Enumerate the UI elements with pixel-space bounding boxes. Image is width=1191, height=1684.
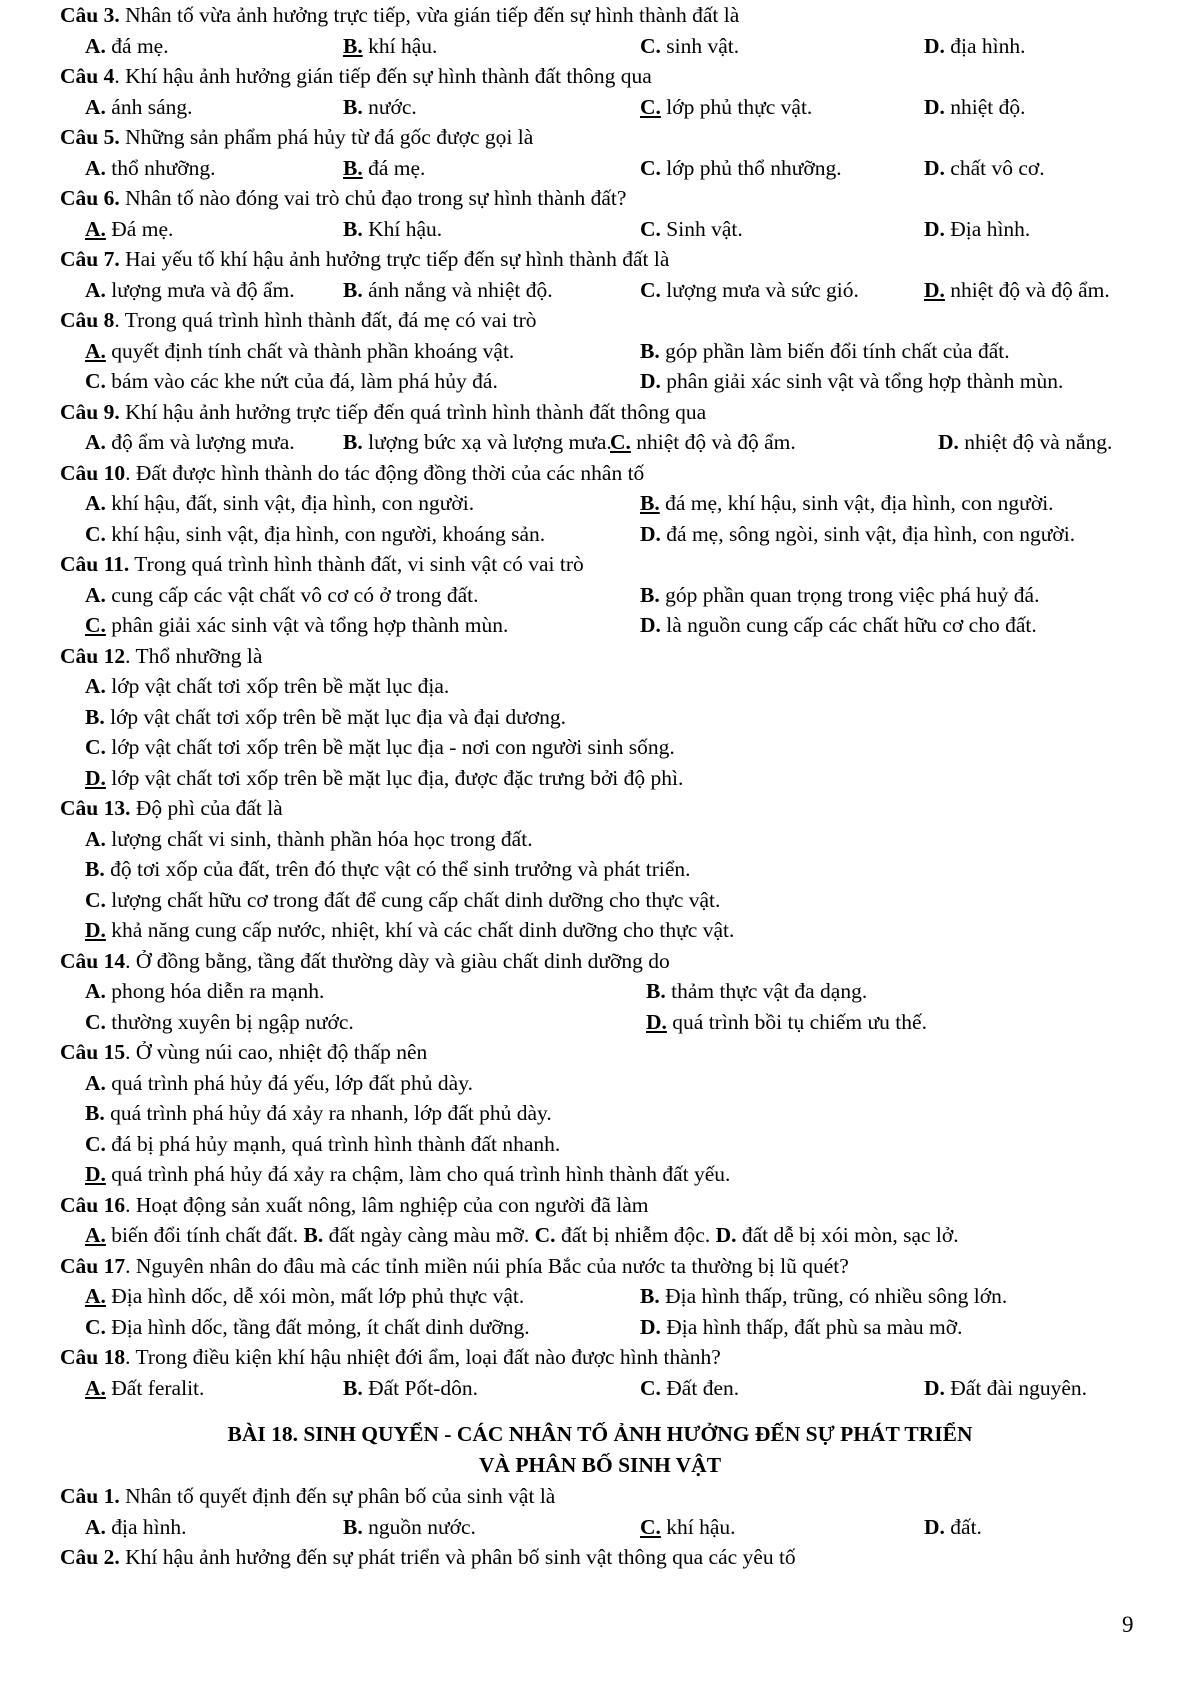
option-key: A. <box>85 1284 106 1308</box>
answer-options-row <box>60 153 1140 184</box>
question-label: Câu 16 <box>60 1192 126 1217</box>
option-text: Địa hình thấp, trũng, có nhiều sông lớn. <box>665 1284 1008 1308</box>
option-key: B. <box>343 33 363 58</box>
option-key: B. <box>343 1375 363 1400</box>
option-text: bám vào các khe nứt của đá, làm phá hủy đá. <box>111 369 498 393</box>
answer-option <box>85 1373 204 1404</box>
option-text: thường xuyên bị ngập nước. <box>111 1009 354 1034</box>
option-text: khí hậu, đất, sinh vật, địa hình, con người. <box>111 491 475 515</box>
option-key: C. <box>640 216 661 241</box>
option-text: lượng mưa và độ ẩm. <box>111 277 295 302</box>
option-key: A. <box>85 216 106 241</box>
option-key: B. <box>85 1101 105 1125</box>
option-text: Đất Pốt-dôn. <box>368 1375 478 1400</box>
answer-option <box>60 824 1140 855</box>
option-key: D. <box>646 1009 667 1034</box>
option-key: C. <box>640 94 661 119</box>
option-text: lượng chất vi sinh, thành phần hóa học trong đất. <box>111 826 533 851</box>
question-stem <box>60 641 1140 672</box>
option-text: Khí hậu. <box>368 216 443 241</box>
section-spacer <box>60 1403 1140 1419</box>
option-text: cung cấp các vật chất vô cơ có ở trong đất. <box>111 582 479 607</box>
section-title: BÀI 18. SINH QUYỂN - CÁC NHÂN TỐ ẢNH HƯỞNG ĐẾN SỰ PHÁT TRIỂN <box>227 1422 973 1446</box>
option-key: C. <box>85 613 106 637</box>
answer-option <box>343 1373 478 1404</box>
option-text: phong hóa diễn ra mạnh. <box>111 979 325 1003</box>
question-stem <box>60 1342 1140 1373</box>
option-key: C. <box>640 33 661 58</box>
question-text: . Nguyên nhân do đâu mà các tỉnh miền núi phía Bắc của nước ta thường bị lũ quét? <box>125 1253 849 1278</box>
answer-option <box>60 1129 1140 1160</box>
option-key: A. <box>85 338 106 363</box>
option-text: khí hậu, sinh vật, địa hình, con người, khoáng sản. <box>111 521 546 546</box>
option-text: Đất đài nguyên. <box>950 1375 1088 1400</box>
question-label: Câu 4 <box>60 64 115 88</box>
answer-option <box>85 275 295 306</box>
option-key: B. <box>640 491 660 515</box>
question-label: Câu 15 <box>60 1040 126 1064</box>
option-key: A. <box>85 979 106 1003</box>
option-text: Địa hình. <box>950 216 1031 241</box>
answer-option <box>924 31 1026 62</box>
question-text: Nhân tố vừa ảnh hưởng trực tiếp, vừa gián tiếp đến sự hình thành đất là <box>119 3 740 27</box>
option-text: đá mẹ. <box>111 33 169 58</box>
answer-options-row <box>60 1007 1140 1038</box>
question-text: Hai yếu tố khí hậu ảnh hưởng trực tiếp đến sự hình thành đất là <box>119 247 670 271</box>
option-key: A. <box>85 94 106 119</box>
option-text: thảm thực vật đa dạng. <box>671 979 868 1003</box>
option-key: D. <box>924 1375 945 1400</box>
option-text: góp phần làm biến đổi tính chất của đất. <box>665 338 1010 363</box>
option-key: C. <box>85 1009 106 1034</box>
answer-options-row <box>60 1220 1140 1251</box>
answer-option <box>924 275 1110 306</box>
option-key: A. <box>85 33 106 58</box>
option-text: độ tơi xốp của đất, trên đó thực vật có thể sinh trưởng và phát triển. <box>110 857 691 881</box>
answer-options-row <box>60 275 1140 306</box>
question-text: . Hoạt động sản xuất nông, lâm nghiệp của con người đã làm <box>125 1192 649 1217</box>
option-key: B. <box>85 857 105 881</box>
option-text: địa hình. <box>111 1514 187 1539</box>
option-text: Địa hình thấp, đất phù sa màu mỡ. <box>666 1314 963 1339</box>
option-key: B. <box>343 155 363 180</box>
question-label: Câu 1. <box>60 1484 120 1508</box>
option-text: góp phần quan trọng trong việc phá huỷ đá. <box>665 582 1040 607</box>
answer-option <box>60 854 1140 885</box>
option-text: lớp phủ thực vật. <box>666 94 813 119</box>
question-label: Câu 11. <box>60 552 130 576</box>
answer-option <box>60 732 1140 763</box>
question-text: . Trong điều kiện khí hậu nhiệt đới ẩm, loại đất nào được hình thành? <box>125 1345 721 1369</box>
question-stem <box>60 244 1140 275</box>
option-text: đá mẹ, khí hậu, sinh vật, địa hình, con người. <box>665 491 1054 515</box>
answer-option <box>640 153 842 184</box>
question-label: Câu 18 <box>60 1345 126 1369</box>
option-key: D. <box>640 613 661 637</box>
answer-option <box>646 1007 927 1038</box>
answer-option <box>60 1068 1140 1099</box>
option-key: B. <box>343 430 363 454</box>
option-text: nhiệt độ và nắng. <box>964 430 1113 454</box>
option-key: D. <box>85 1162 106 1186</box>
option-text: nhiệt độ và độ ẩm. <box>636 430 796 454</box>
answer-option <box>85 519 545 550</box>
option-key: A. <box>85 1070 106 1095</box>
question-label: Câu 12 <box>60 643 126 668</box>
option-text: đá mẹ, sông ngòi, sinh vật, địa hình, con người. <box>666 521 1076 546</box>
answer-option <box>85 153 216 184</box>
answer-option <box>924 153 1045 184</box>
answer-option <box>640 275 859 306</box>
option-text: lớp vật chất tơi xốp trên bề mặt lục địa. <box>111 674 450 698</box>
answer-option <box>85 336 514 367</box>
option-key: D. <box>924 155 945 180</box>
option-text: lượng chất hữu cơ trong đất để cung cấp chất dinh dưỡng cho thực vật. <box>111 887 721 912</box>
option-key: C. <box>85 1131 106 1156</box>
option-key: D. <box>924 33 945 58</box>
answer-options-row <box>60 31 1140 62</box>
option-text: lớp vật chất tơi xốp trên bề mặt lục địa - nơi con người sinh sống. <box>111 735 675 759</box>
answer-option <box>640 336 1010 367</box>
question-text: . Thổ nhưỡng là <box>125 643 263 668</box>
option-key: D. <box>85 765 106 790</box>
question-stem <box>60 183 1140 214</box>
question-text: Khí hậu ảnh hưởng đến sự phát triển và phân bố sinh vật thông qua các yêu tố <box>119 1545 796 1569</box>
question-label: Câu 5. <box>60 125 120 149</box>
answer-option <box>640 366 1063 397</box>
option-text: lớp vật chất tơi xốp trên bề mặt lục địa và đại dương. <box>110 704 567 729</box>
option-text: đất bị nhiễm độc. <box>560 1223 711 1247</box>
option-key: C. <box>85 521 106 546</box>
question-stem <box>60 61 1140 92</box>
question-text: . Ở vùng núi cao, nhiệt độ thấp nên <box>125 1040 428 1064</box>
option-key: A. <box>85 582 106 607</box>
option-text: sinh vật. <box>666 33 740 58</box>
answer-option <box>924 1512 982 1543</box>
option-text: Đất feralit. <box>111 1375 205 1400</box>
answer-option <box>85 610 508 641</box>
answer-option <box>343 153 425 184</box>
option-text: lượng mưa và sức gió. <box>666 277 859 302</box>
answer-option <box>640 488 1054 519</box>
option-text: quá trình phá hủy đá yếu, lớp đất phủ dày. <box>111 1070 473 1095</box>
option-key: D. <box>640 1314 661 1339</box>
answer-options-row <box>60 519 1140 550</box>
answer-option <box>640 31 739 62</box>
option-key: B. <box>303 1223 324 1247</box>
answer-option <box>343 427 612 458</box>
question-stem <box>60 549 1140 580</box>
question-label: Câu 17 <box>60 1253 126 1278</box>
option-key: A. <box>85 674 106 698</box>
option-text: quyết định tính chất và thành phần khoáng vật. <box>111 338 515 363</box>
answer-option <box>85 1512 187 1543</box>
answer-option <box>343 275 553 306</box>
answer-options-row <box>60 92 1140 123</box>
option-text: nhiệt độ. <box>950 94 1026 119</box>
option-key: C. <box>85 1314 106 1339</box>
answer-option <box>85 1312 530 1343</box>
option-key: D. <box>640 369 661 393</box>
question-text: Độ phì của đất là <box>130 796 283 820</box>
option-key: D. <box>640 521 661 546</box>
answer-options-row <box>60 580 1140 611</box>
answer-option <box>343 214 442 245</box>
option-key: C. <box>534 1223 556 1247</box>
question-label: Câu 9. <box>60 399 120 424</box>
answer-option <box>640 1312 962 1343</box>
question-stem <box>60 397 1140 428</box>
answer-option <box>60 763 1140 794</box>
answer-option <box>640 519 1075 550</box>
answer-option <box>640 580 1039 611</box>
question-text: . Trong quá trình hình thành đất, đá mẹ có vai trò <box>114 308 537 332</box>
option-text: lớp vật chất tơi xốp trên bề mặt lục địa, được đặc trưng bởi độ phì. <box>111 765 684 790</box>
option-key: D. <box>715 1223 737 1247</box>
option-key: B. <box>640 582 660 607</box>
option-text: Sinh vật. <box>666 216 743 241</box>
answer-option <box>85 488 474 519</box>
option-key: D. <box>924 94 945 119</box>
answer-option <box>640 92 812 123</box>
question-label: Câu 2. <box>60 1545 120 1569</box>
option-text: Đá mẹ. <box>111 216 174 241</box>
option-key: B. <box>343 94 363 119</box>
option-key: B. <box>343 216 363 241</box>
answer-options-row <box>60 1281 1140 1312</box>
option-text: khí hậu. <box>368 33 438 58</box>
answer-option <box>924 1373 1087 1404</box>
answer-option <box>60 1098 1140 1129</box>
answer-option <box>85 1281 524 1312</box>
answer-option <box>85 976 324 1007</box>
option-text: ánh sáng. <box>111 94 193 119</box>
option-key: A. <box>85 1375 106 1400</box>
option-key: C. <box>640 277 661 302</box>
answer-option <box>85 31 169 62</box>
page-content <box>60 0 1140 1573</box>
answer-option <box>85 366 498 397</box>
answer-option <box>640 1281 1007 1312</box>
option-text: chất vô cơ. <box>950 155 1045 180</box>
option-text: đất ngày càng màu mỡ. <box>328 1223 530 1247</box>
option-text: phân giải xác sinh vật và tổng hợp thành mùn. <box>666 369 1064 393</box>
section-title-line2: VÀ PHÂN BỐ SINH VẬT <box>478 1453 722 1477</box>
question-label: Câu 10 <box>60 460 126 485</box>
option-key: A. <box>85 430 106 454</box>
page-number: 9 <box>1122 1612 1134 1637</box>
option-key: A. <box>85 491 106 515</box>
option-text: Địa hình dốc, dễ xói mòn, mất lớp phủ thực vật. <box>111 1284 525 1308</box>
answer-options-row <box>60 214 1140 245</box>
answer-options-row <box>60 1373 1140 1404</box>
answer-option <box>60 1159 1140 1190</box>
option-key: A. <box>85 826 106 851</box>
answer-option <box>640 214 743 245</box>
answer-options-row <box>60 1512 1140 1543</box>
option-text: khí hậu. <box>666 1514 736 1539</box>
option-key: B. <box>343 1514 363 1539</box>
answer-option <box>85 214 173 245</box>
option-key: D. <box>938 430 959 454</box>
option-key: A. <box>85 155 106 180</box>
option-text: đất dễ bị xói mòn, sạc lở. <box>741 1223 959 1247</box>
option-key: D. <box>85 918 106 942</box>
option-key: A. <box>85 277 106 302</box>
option-text: đất. <box>950 1514 982 1539</box>
question-stem <box>60 305 1140 336</box>
answer-option <box>85 92 192 123</box>
option-key: B. <box>85 704 105 729</box>
answer-option <box>924 214 1030 245</box>
option-text: đá mẹ. <box>368 155 426 180</box>
answer-option <box>646 976 867 1007</box>
option-key: A. <box>85 1514 106 1539</box>
option-key: D. <box>924 1514 945 1539</box>
option-text: Địa hình dốc, tầng đất mỏng, ít chất dinh dưỡng. <box>111 1314 530 1339</box>
answer-options-row <box>60 610 1140 641</box>
question-text: . Đất được hình thành do tác động đồng thời của các nhân tố <box>125 460 645 485</box>
question-text: Nhân tố quyết định đến sự phân bố của sinh vật là <box>119 1484 556 1508</box>
option-key: C. <box>85 735 106 759</box>
option-key: A. <box>85 1223 106 1247</box>
answer-option <box>343 31 437 62</box>
option-text: quá trình bồi tụ chiếm ưu thế. <box>672 1009 927 1034</box>
option-text: địa hình. <box>950 33 1026 58</box>
option-key: C. <box>610 430 631 454</box>
question-label: Câu 8 <box>60 308 115 332</box>
question-stem <box>60 0 1140 31</box>
question-text: Nhân tố nào đóng vai trò chủ đạo trong sự hình thành đất? <box>119 186 627 210</box>
answer-options-row <box>60 488 1140 519</box>
option-text: lượng bức xạ và lượng mưa. <box>368 430 612 454</box>
option-text: lớp phủ thổ nhưỡng. <box>666 155 842 180</box>
option-text: phân giải xác sinh vật và tổng hợp thành mùn. <box>111 613 509 637</box>
answer-option <box>640 1512 736 1543</box>
answer-option <box>60 885 1140 916</box>
option-text: là nguồn cung cấp các chất hữu cơ cho đất. <box>666 613 1037 637</box>
question-stem <box>60 1251 1140 1282</box>
option-text: nhiệt độ và độ ẩm. <box>950 277 1110 302</box>
option-text: đá bị phá hủy mạnh, quá trình hình thành đất nhanh. <box>111 1131 561 1156</box>
option-text: biến đổi tính chất đất. <box>111 1223 299 1247</box>
question-text: . Khí hậu ảnh hưởng gián tiếp đến sự hình thành đất thông qua <box>114 64 652 88</box>
question-label: Câu 3. <box>60 3 120 27</box>
option-text: quá trình phá hủy đá xảy ra nhanh, lớp đất phủ dày. <box>110 1101 552 1125</box>
option-text: ánh nắng và nhiệt độ. <box>368 277 553 302</box>
option-key: C. <box>85 369 106 393</box>
answer-option <box>343 1512 476 1543</box>
option-key: B. <box>343 277 363 302</box>
question-stem <box>60 946 1140 977</box>
question-text: . Ở đồng bằng, tầng đất thường dày và giàu chất dinh dưỡng do <box>125 948 670 973</box>
question-label: Câu 6. <box>60 186 120 210</box>
answer-option <box>640 1373 739 1404</box>
question-text: Trong quá trình hình thành đất, vi sinh vật có vai trò <box>129 552 584 576</box>
answer-option <box>924 92 1026 123</box>
answer-option <box>60 915 1140 946</box>
question-stem <box>60 1190 1140 1221</box>
answer-option <box>85 580 478 611</box>
answer-option <box>938 427 1112 458</box>
question-stem <box>60 1542 1140 1573</box>
option-key: C. <box>85 887 106 912</box>
option-text: Đất đen. <box>666 1375 740 1400</box>
question-stem <box>60 1037 1140 1068</box>
answer-option <box>640 610 1037 641</box>
question-stem <box>60 122 1140 153</box>
question-stem <box>60 458 1140 489</box>
option-text: khả năng cung cấp nước, nhiệt, khí và các chất dinh dưỡng cho thực vật. <box>111 918 735 942</box>
question-label: Câu 14 <box>60 948 126 973</box>
answer-option <box>60 702 1140 733</box>
option-key: B. <box>646 979 666 1003</box>
answer-option <box>343 92 417 123</box>
option-key: D. <box>924 216 945 241</box>
option-key: D. <box>924 277 945 302</box>
question-text: Những sản phẩm phá hủy từ đá gốc được gọi là <box>119 125 534 149</box>
option-key: C. <box>640 155 661 180</box>
answer-option <box>610 427 796 458</box>
answer-option <box>85 427 295 458</box>
answer-option <box>85 1007 354 1038</box>
answer-options-row <box>60 366 1140 397</box>
question-stem <box>60 793 1140 824</box>
answer-option <box>60 671 1140 702</box>
answer-options-row <box>60 427 1140 458</box>
question-stem <box>60 1481 1140 1512</box>
option-key: C. <box>640 1375 661 1400</box>
option-text: độ ẩm và lượng mưa. <box>111 430 295 454</box>
answer-options-row <box>60 976 1140 1007</box>
question-label: Câu 13. <box>60 796 131 820</box>
option-key: C. <box>640 1514 661 1539</box>
option-key: B. <box>640 338 660 363</box>
answer-options-row <box>60 336 1140 367</box>
option-text: nước. <box>368 94 417 119</box>
option-text: quá trình phá hủy đá xảy ra chậm, làm cho quá trình hình thành đất yếu. <box>111 1162 731 1186</box>
question-label: Câu 7. <box>60 247 120 271</box>
answer-options-row <box>60 1312 1140 1343</box>
option-text: thổ nhưỡng. <box>111 155 216 180</box>
question-text: Khí hậu ảnh hưởng trực tiếp đến quá trình hình thành đất thông qua <box>119 399 707 424</box>
option-key: B. <box>640 1284 660 1308</box>
option-text: nguồn nước. <box>368 1514 476 1539</box>
